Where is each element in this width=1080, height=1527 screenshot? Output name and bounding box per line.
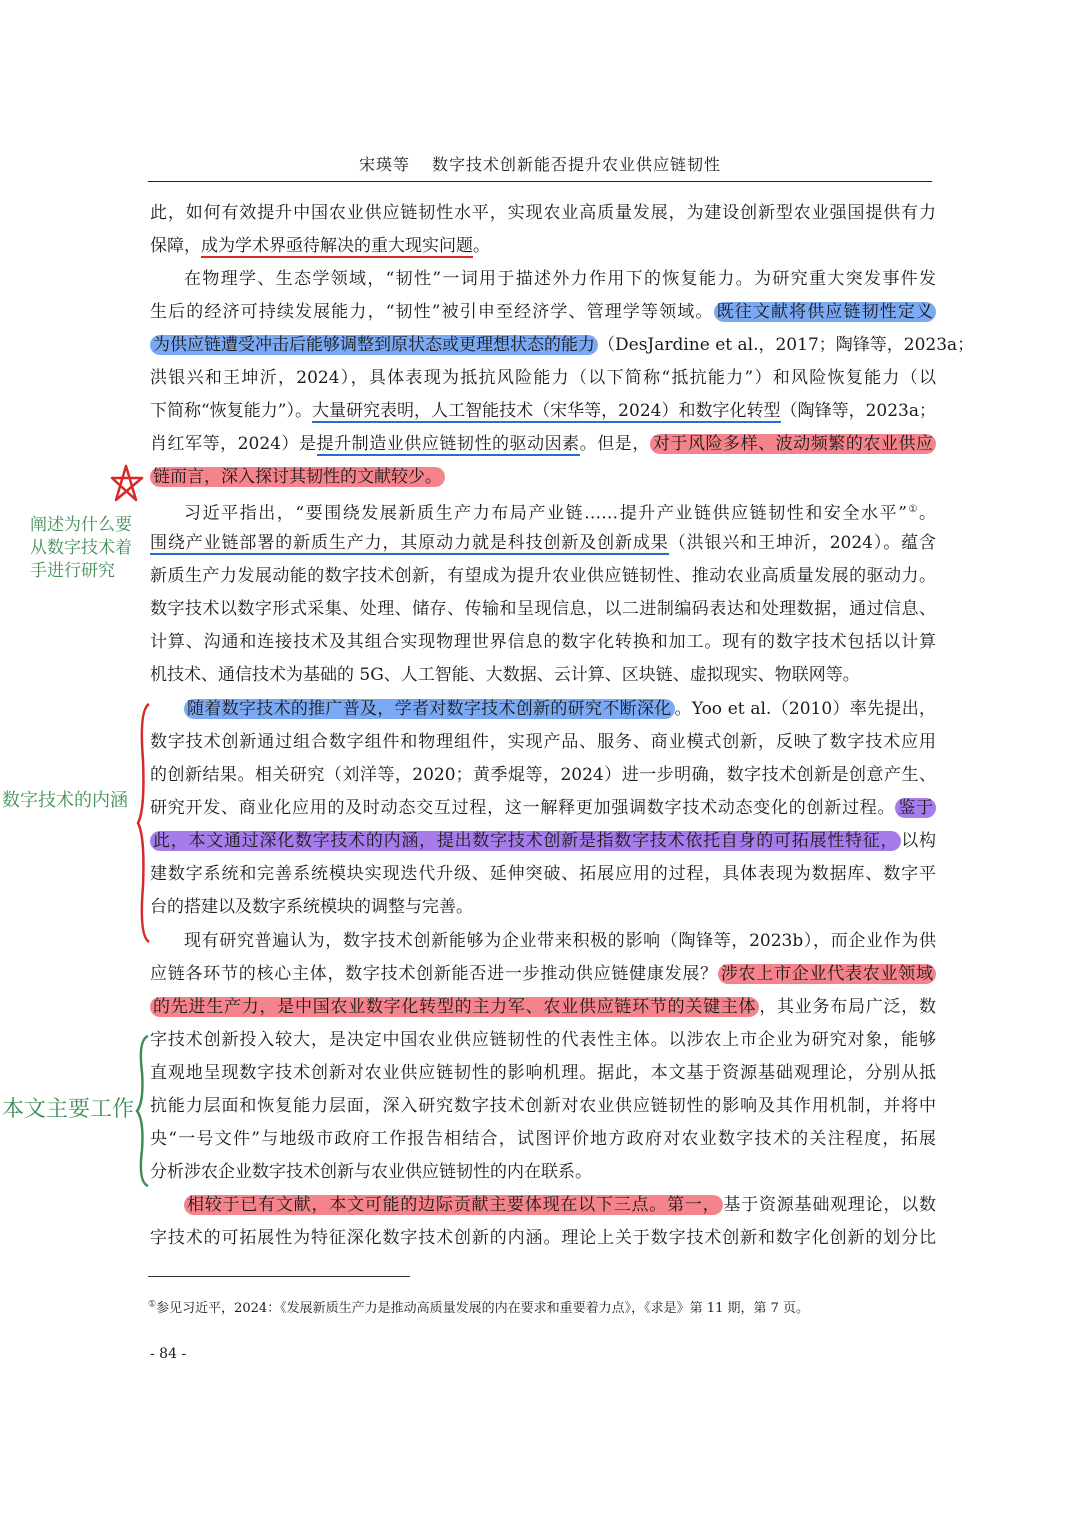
page-number: - 84 -: [150, 1346, 187, 1362]
text-line: 此，本文通过深化数字技术的内涵，提出数字技术创新是指数字技术依托自身的可拓展性特征， 以构: [150, 829, 936, 853]
footnote: ①参见习近平，2024：《发展新质生产力是推动高质量发展的内在要求和重要着力点》，《求是》第 11 期，第 7 页。: [148, 1299, 810, 1316]
header-title: 数字技术创新能否提升农业供应链韧性: [432, 155, 722, 174]
header-authors: 宋瑛等: [358, 155, 410, 174]
running-header: [148, 152, 932, 182]
footnote-divider: [148, 1276, 410, 1277]
text-line: 新质生产力发展动能的数字技术创新，有望成为提升农业供应链韧性、推动农业高质量发展的驱动力。: [150, 566, 936, 586]
text-line: 的创新结果。相关研究（刘洋等，2020；黄季焜等，2024）进一步明确，数字技术创新是创意产生、: [150, 765, 936, 785]
star-mark-icon: [106, 462, 146, 506]
text-line: 随着数字技术的推广普及，学者对数字技术创新的研究不断深化 。Yoo et al.（2010）率先提出，: [150, 697, 936, 721]
text-line: 建数字系统和完善系统模块实现迭代升级、延伸突破、拓展应用的过程，具体表现为数据库、数字平: [150, 864, 936, 884]
text-line: 保障，成为学术界亟待解决的重大现实问题。: [150, 236, 490, 256]
text-line: 央“一号文件”与地级市政府工作报告相结合，试图评价地方政府对农业数字技术的关注程度，拓展: [150, 1129, 936, 1149]
text-line: 应链各环节的核心主体，数字技术创新能否进一步推动供应链健康发展？ 涉农上市企业代表农业领域: [150, 962, 936, 986]
text-line: 肖红军等，2024）是提升制造业供应链韧性的驱动因素。但是， 对于风险多样、波动频繁的农业供应: [150, 432, 936, 456]
margin-note-why-digital: 阐述为什么要 从数字技术着 手进行研究: [30, 515, 132, 581]
text-line: 此，如何有效提升中国农业供应链韧性水平，实现农业高质量发展，为建设创新型农业强国提供有力: [150, 203, 936, 223]
text-line: 链而言，深入探讨其韧性的文献较少。: [150, 465, 936, 489]
margin-note-main-work: 本文主要工作: [2, 1097, 135, 1122]
text-line: 计算、沟通和连接技术及其组合实现物理世界信息的数字化转换和加工。现有的数字技术包括以计算: [150, 632, 936, 652]
text-line: 在物理学、生态学领域，“韧性”一词用于描述外力作用下的恢复能力。为研究重大突发事件发: [184, 269, 936, 289]
text-line: 机技术、通信技术为基础的 5G、人工智能、大数据、云计算、区块链、虚拟现实、物联网等。: [150, 665, 860, 685]
text-line: 的先进生产力，是中国农业数字化转型的主力军、农业供应链环节的关键主体 ，其业务布局广泛，数: [150, 995, 936, 1019]
text-line: 数字技术创新通过组合数字组件和物理组件，实现产品、服务、商业模式创新，反映了数字技术应用: [150, 732, 936, 752]
text-line: 直观地呈现数字技术创新对农业供应链韧性的影响机理。据此，本文基于资源基础观理论，分别从抵: [150, 1063, 936, 1083]
text-line: 数字技术以数字形式采集、处理、储存、传输和呈现信息，以二进制编码表达和处理数据，通过信息、: [150, 599, 936, 619]
text-line: 抗能力层面和恢复能力层面，深入研究数字技术创新对农业供应链韧性的影响及其作用机制，并将中: [150, 1096, 936, 1116]
text-line: 下简称“恢复能力”）。大量研究表明，人工智能技术（宋华等，2024）和数字化转型（陶锋等，2023a；: [150, 401, 936, 421]
text-line: 为供应链遭受冲击后能够调整到原状态或更理想状态的能力 （DesJardine et al.，2017；陶锋等，2023a；: [150, 333, 936, 357]
margin-note-connotation: 数字技术的内涵: [2, 790, 128, 811]
text-line: 字技术创新投入较大，是决定中国农业供应链韧性的代表性主体。以涉农上市企业为研究对象，能够: [150, 1030, 936, 1050]
text-line: 相较于已有文献，本文可能的边际贡献主要体现在以下三点。第一， 基于资源基础观理论，以数: [150, 1193, 936, 1217]
text-line: 分析涉农企业数字技术创新与农业供应链韧性的内在联系。: [150, 1162, 592, 1182]
text-line: 习近平指出，“要围绕发展新质生产力布局产业链……提升产业链供应链韧性和安全水平”①。: [184, 503, 936, 524]
text-line: 台的搭建以及数字系统模块的调整与完善。: [150, 897, 473, 917]
text-line: 生后的经济可持续发展能力，“韧性”被引申至经济学、管理学等领域。 既往文献将供应链韧性定义: [150, 300, 936, 324]
text-line: 围绕产业链部署的新质生产力，其原动力就是科技创新及创新成果（洪银兴和王坤沂，2024）。蕴含: [150, 533, 937, 553]
text-line: 洪银兴和王坤沂，2024），具体表现为抵抗风险能力（以下简称“抵抗能力”）和风险恢复能力（以: [150, 368, 936, 388]
text-line: 研究开发、商业化应用的及时动态交互过程，这一解释更加强调数字技术动态变化的创新过程。 鉴于: [150, 796, 936, 820]
text-line: 字技术的可拓展性为特征深化数字技术创新的内涵。理论上关于数字技术创新和数字化创新的划分比: [150, 1228, 936, 1248]
text-line: 现有研究普遍认为，数字技术创新能够为企业带来积极的影响（陶锋等，2023b），而企业作为供: [184, 931, 936, 951]
